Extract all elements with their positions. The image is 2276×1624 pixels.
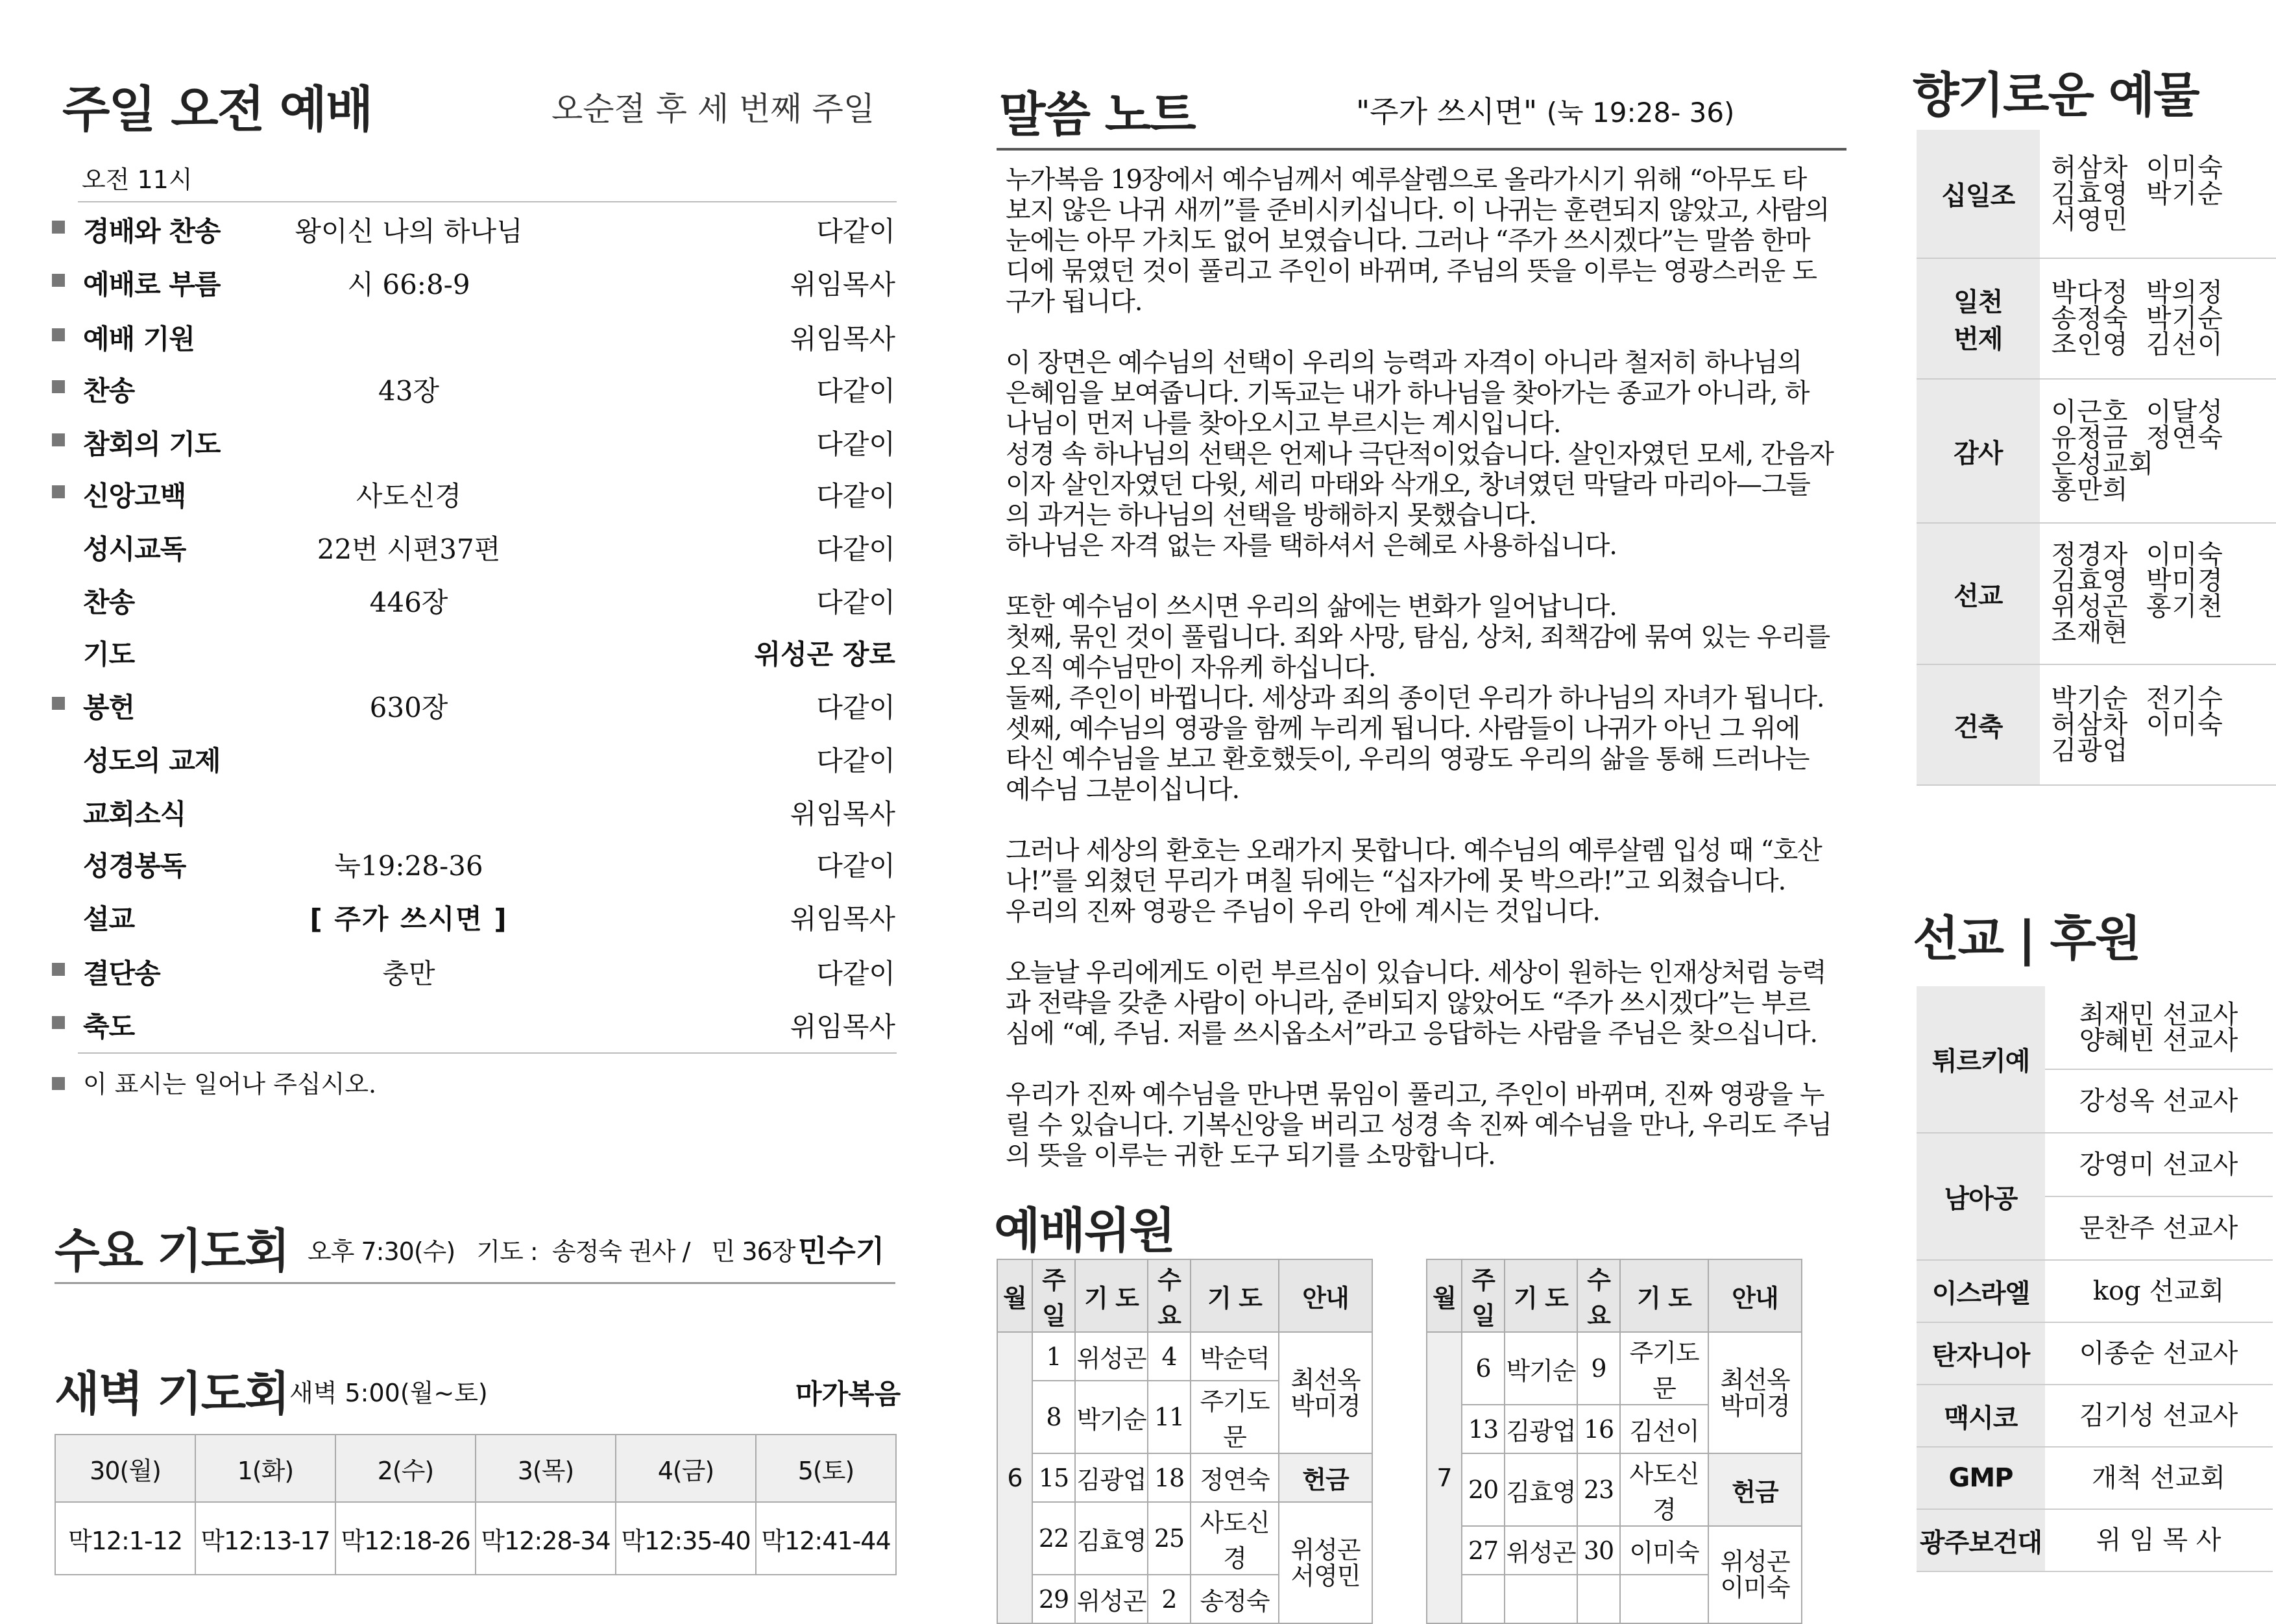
- roster-sunday-cell: [1462, 1575, 1505, 1623]
- standing-bullet-icon: [52, 433, 65, 446]
- roster-sunday-prayer-cell: 박기순: [1075, 1381, 1148, 1453]
- offering-name-line: 김효영 박미경: [2051, 566, 2223, 596]
- sermon-line: 하나님은 자격 없는 자를 택하셔서 은혜로 사용하십니다.: [1006, 531, 1617, 561]
- offering-name-line: 김효영 박기순: [2051, 178, 2223, 209]
- sermon-paragraph: [1006, 348, 1869, 561]
- roster-row: [1427, 1332, 1802, 1405]
- standing-bullet-icon: [52, 274, 65, 287]
- standing-bullet-icon: [52, 328, 65, 341]
- order-item: [52, 201, 895, 253]
- offering-name-line: 홍만희: [2051, 475, 2129, 505]
- sermon-line: 릴 수 있습니다. 기복신앙을 버리고 성경 속 진짜 예수님을 만나, 우리도 주님: [1006, 1110, 1832, 1140]
- sermon-line: 은혜임을 보여줍니다. 기독교는 내가 하나님을 찾아가는 종교가 아니라, 하: [1006, 378, 1810, 408]
- offering-names: [2040, 523, 2276, 664]
- order-item-leader: 다같이: [816, 480, 895, 512]
- offering-row: [1917, 130, 2276, 258]
- roster-guide-name: 최선옥: [1720, 1365, 1790, 1394]
- mission-name-line: kog 선교회: [2092, 1276, 2225, 1306]
- offering-names: [2040, 258, 2276, 379]
- offering-row: [1917, 258, 2276, 379]
- sermon-line: 심에 “예, 주님. 저를 쓰시옵소서”라고 응답하는 사람을 주님은 찾으십니다.: [1006, 1019, 1817, 1048]
- sermon-title: "주가 쓰시면": [1356, 94, 1538, 129]
- mission-country: 광주보건대: [1917, 1509, 2045, 1571]
- roster-row: [1427, 1526, 1802, 1575]
- sunday-service-time: 오전 11시: [82, 165, 193, 194]
- sermon-line: 예수님 그분이십니다.: [1006, 775, 1239, 805]
- offering-name-line: 조재현: [2051, 618, 2129, 648]
- order-item-name: 성도의 교제: [83, 745, 221, 777]
- mission-name-line: 양혜빈 선교사: [2079, 1025, 2238, 1056]
- order-item-detail: 충만: [382, 958, 435, 989]
- roster-wednesday-cell: 30: [1577, 1526, 1620, 1575]
- roster-sunday-prayer-cell: 박기순: [1505, 1332, 1577, 1405]
- roster-header-cell: 안내: [1708, 1259, 1802, 1332]
- roster-wednesday-prayer-cell: 주기도문: [1191, 1381, 1279, 1453]
- missions-title: 선교 | 후원: [1913, 911, 2140, 967]
- sermon-line: 구가 됩니다.: [1006, 287, 1143, 317]
- order-item-leader: 다같이: [816, 428, 895, 460]
- sermon-paragraph: [1006, 592, 1869, 805]
- order-item-leader: 다같이: [816, 850, 895, 882]
- dawn-reading-cell: 막12:18-26: [335, 1502, 476, 1575]
- divider: [54, 1282, 895, 1284]
- dawn-book: 마가복음: [795, 1378, 901, 1410]
- dawn-day-cell: 4(금): [616, 1435, 756, 1502]
- roster-wednesday-prayer-cell: 이미숙: [1620, 1526, 1708, 1575]
- mission-name-line: 문찬주 선교사: [2079, 1213, 2238, 1243]
- sermon-line: 보지 않은 나귀 새끼”를 준비시키십니다. 이 나귀는 훈련되지 않았고, 사람의: [1006, 195, 1830, 225]
- roster-sunday-cell: 8: [1032, 1381, 1075, 1453]
- dawn-title: 새벽 기도회: [54, 1366, 289, 1421]
- roster-guide-name: 박미경: [1290, 1391, 1361, 1420]
- dawn-day-cell: 5(토): [756, 1435, 896, 1502]
- mission-row: [1917, 1385, 2273, 1447]
- sermon-line: 오직 예수님만이 자유케 하십니다.: [1006, 653, 1376, 683]
- order-item-name: 예배로 부름: [83, 269, 221, 300]
- mission-names: [2045, 1260, 2273, 1322]
- offering-category-line: 십일조: [1941, 181, 2015, 211]
- roster-guide-name: 박미경: [1720, 1391, 1790, 1420]
- mission-row: [1917, 986, 2273, 1069]
- dawn-reading-cell: 막12:28-34: [476, 1502, 616, 1575]
- order-item-leader: 다같이: [816, 587, 895, 618]
- sermon-line: 우리가 진짜 예수님을 만나면 묶임이 풀리고, 주인이 바뀌며, 진짜 영광을 누: [1006, 1080, 1824, 1109]
- order-item-leader: 다같이: [816, 215, 895, 247]
- roster-offering-cell: 헌금: [1279, 1453, 1372, 1502]
- sermon-line: 의 뜻을 이루는 귀한 도구 되기를 소망합니다.: [1006, 1141, 1495, 1170]
- sermon-paragraph: [1006, 836, 1869, 927]
- missions-table: [1917, 986, 2273, 1572]
- dawn-day-cell: 3(목): [476, 1435, 616, 1502]
- standing-bullet-icon: [52, 380, 65, 393]
- mission-name-line: 강영미 선교사: [2079, 1150, 2238, 1180]
- standing-note: 이 표시는 일어나 주십시오.: [52, 1064, 376, 1100]
- offering-name-line: 김광업: [2051, 736, 2129, 766]
- order-item-leader: 다같이: [816, 375, 895, 407]
- order-item: [52, 731, 895, 782]
- standing-bullet-icon: [52, 221, 65, 234]
- roster-wednesday-prayer-cell: [1620, 1575, 1708, 1623]
- order-item-name: 경배와 찬송: [83, 215, 221, 247]
- mission-name-line: 김기성 선교사: [2079, 1401, 2238, 1431]
- sermon-line: 둘째, 주인이 바뀝니다. 세상과 죄의 종이던 우리가 하나님의 자녀가 됩니다.: [1006, 683, 1824, 713]
- divider: [78, 1052, 897, 1054]
- sermon-line: 이자 살인자였던 다윗, 세리 마태와 삭개오, 창녀였던 막달라 마리아—그들: [1006, 470, 1810, 500]
- wednesday-title: 수요 기도회: [54, 1224, 289, 1278]
- order-item-name: 축도: [83, 1011, 135, 1043]
- roster-table-july: [1426, 1259, 1802, 1624]
- roster-sunday-cell: 27: [1462, 1526, 1505, 1575]
- roster-month-cell: 7: [1427, 1332, 1462, 1623]
- roster-wednesday-prayer-cell: 정연숙: [1191, 1453, 1279, 1502]
- mission-names: [2045, 1133, 2273, 1196]
- roster-wednesday-cell: 18: [1148, 1453, 1191, 1502]
- order-item-leader: 위임목사: [790, 798, 895, 830]
- order-item: [52, 997, 895, 1048]
- roster-header-cell: 주일: [1462, 1259, 1505, 1332]
- order-item-leader: 다같이: [816, 692, 895, 723]
- order-item: [52, 572, 895, 624]
- roster-month-cell: 6: [997, 1332, 1032, 1623]
- roster-guide-name: 최선옥: [1290, 1365, 1361, 1394]
- roster-guide-cell: [1708, 1332, 1802, 1453]
- roster-header-cell: 월: [997, 1259, 1032, 1332]
- mission-names: [2045, 1385, 2273, 1447]
- order-item: [52, 466, 895, 518]
- mission-country: 탄자니아: [1917, 1322, 2045, 1385]
- roster-sunday-cell: 1: [1032, 1332, 1075, 1381]
- order-item: [52, 254, 895, 306]
- standing-bullet-icon: [52, 485, 65, 498]
- roster-header-cell: 수요: [1577, 1259, 1620, 1332]
- sermon-paragraph: [1006, 958, 1869, 1049]
- roster-wednesday-prayer-cell: 박순덕: [1191, 1332, 1279, 1381]
- roster-row: [997, 1332, 1372, 1381]
- offering-category-line: 번제: [1954, 324, 2003, 354]
- order-item-detail: 왕이신 나의 하나님: [295, 215, 523, 247]
- sermon-line: 또한 예수님이 쓰시면 우리의 삶에는 변화가 일어납니다.: [1006, 592, 1617, 622]
- dawn-day-cell: 30(월): [55, 1435, 195, 1502]
- order-item-name: 설교: [83, 903, 135, 935]
- dawn-day-cell: 1(화): [195, 1435, 335, 1502]
- mission-country: 맥시코: [1917, 1385, 2045, 1447]
- sermon-line: 우리의 진짜 영광은 주님이 우리 안에 계시는 것입니다.: [1006, 897, 1600, 927]
- sermon-line: 나!”를 외쳤던 무리가 며칠 뒤에는 “십자가에 못 박으라!”고 외쳤습니다.: [1006, 866, 1786, 896]
- roster-wednesday-prayer-cell: 사도신경: [1620, 1453, 1708, 1526]
- roster-guide-name: 서영민: [1290, 1561, 1361, 1590]
- standing-bullet-icon: [52, 1016, 65, 1029]
- roster-offering-cell: 헌금: [1708, 1453, 1802, 1526]
- roster-wednesday-cell: 11: [1148, 1381, 1191, 1453]
- offering-name-line: 서영민: [2051, 204, 2129, 235]
- roster-header-cell: 수요: [1148, 1259, 1191, 1332]
- order-item-name: 교회소식: [83, 798, 186, 830]
- mission-country: 이스라엘: [1917, 1260, 2045, 1322]
- mission-country: GMP: [1917, 1447, 2045, 1509]
- roster-sunday-prayer-cell: 김광업: [1075, 1453, 1148, 1502]
- order-item: [52, 519, 895, 571]
- roster-sunday-cell: 20: [1462, 1453, 1505, 1526]
- offering-category: [1917, 130, 2040, 258]
- sermon-note-body: [1006, 165, 1869, 1202]
- dawn-info: 새벽 5:00(월~토): [289, 1379, 488, 1407]
- order-item: [52, 624, 895, 676]
- offering-name-line: 이근호 이달성: [2051, 397, 2223, 427]
- sermon-note-title: 말씀 노트: [999, 87, 1195, 143]
- order-item-detail: 22번 시편37편: [317, 533, 501, 565]
- mission-names: [2045, 1447, 2273, 1509]
- order-item-leader: 위성곤 장로: [754, 638, 895, 670]
- roster-sunday-cell: 13: [1462, 1405, 1505, 1453]
- mission-name-line: 이종순 선교사: [2079, 1339, 2238, 1368]
- roster-wednesday-prayer-cell: 송정숙: [1191, 1575, 1279, 1623]
- order-item: [52, 784, 895, 836]
- offering-names: [2040, 130, 2276, 258]
- sermon-line: 첫째, 묶인 것이 풀립니다. 죄와 사망, 탐심, 상처, 죄책감에 묶여 있는 우리를: [1006, 622, 1830, 652]
- roster-table-june: [997, 1259, 1373, 1624]
- roster-header-row: [1427, 1259, 1802, 1332]
- offering-name-line: 유정금 정연숙: [2051, 423, 2223, 453]
- sermon-line: 과 전략을 갖춘 사람이 아니라, 준비되지 않았어도 “주가 쓰시겠다”는 부르: [1006, 988, 1810, 1018]
- offering-category: [1917, 258, 2040, 379]
- roster-title: 예배위원: [994, 1203, 1174, 1259]
- offering-name-line: 허삼차 이미숙: [2051, 710, 2223, 740]
- order-item-detail: 눅19:28-36: [334, 850, 483, 882]
- roster-header-cell: 월: [1427, 1259, 1462, 1332]
- roster-wednesday-prayer-cell: 김선이: [1620, 1405, 1708, 1453]
- order-item-name: 결단송: [83, 958, 160, 989]
- sunday-service-subtitle: 오순절 후 세 번째 주일: [551, 90, 875, 128]
- mission-country: 남아공: [1917, 1133, 2045, 1260]
- offering-category: [1917, 523, 2040, 664]
- wednesday-info: 오후 7:30(수) 기도 : 송정숙 권사 / 민 36장: [308, 1237, 795, 1266]
- roster-wednesday-prayer-cell: 사도신경: [1191, 1502, 1279, 1575]
- roster-wednesday-cell: 2: [1148, 1575, 1191, 1623]
- offering-row: [1917, 523, 2276, 664]
- offering-row: [1917, 379, 2276, 523]
- mission-names: [2045, 1069, 2273, 1133]
- dawn-reading-cell: 막12:13-17: [195, 1502, 335, 1575]
- roster-header-cell: 기 도: [1505, 1259, 1577, 1332]
- order-item-leader: 다같이: [816, 533, 895, 565]
- offering-name-line: 허삼차 이미숙: [2051, 152, 2223, 183]
- roster-guide-cell: [1279, 1332, 1372, 1453]
- mission-names: [2045, 1509, 2273, 1571]
- order-item: [52, 943, 895, 995]
- mission-name-line: 개척 선교회: [2092, 1463, 2225, 1493]
- sermon-line: 누가복음 19장에서 예수님께서 예루살렘으로 올라가시기 위해 “아무도 타: [1006, 165, 1807, 195]
- offering-name-line: 조인영 김선이: [2051, 330, 2223, 359]
- dawn-reading-cell: 막12:35-40: [616, 1502, 756, 1575]
- sermon-verse: (눅 19:28- 36): [1546, 97, 1735, 128]
- roster-sunday-prayer-cell: 김광업: [1505, 1405, 1577, 1453]
- order-item-detail: [ 주가 쓰시면 ]: [309, 903, 508, 935]
- dawn-reading-cell: 막12:1-12: [55, 1502, 195, 1575]
- offering-name-line: 송정숙 박기순: [2051, 304, 2223, 333]
- sermon-line: 셋째, 예수님의 영광을 함께 누리게 됩니다. 사람들이 나귀가 아닌 그 위에: [1006, 714, 1800, 744]
- sermon-reference: [1356, 88, 1734, 131]
- roster-row: [997, 1502, 1372, 1575]
- offering-row: [1917, 664, 2276, 785]
- order-item-name: 예배 기원: [83, 323, 195, 355]
- sermon-paragraph: [1006, 1080, 1869, 1171]
- offering-name-line: 은성교회: [2051, 449, 2155, 479]
- sermon-line: 그러나 세상의 환호는 오래가지 못합니다. 예수님의 예루살렘 입성 때 “호산: [1006, 836, 1822, 866]
- offering-category: [1917, 379, 2040, 523]
- offering-category-line: 건축: [1954, 712, 2003, 742]
- order-item: [52, 309, 895, 361]
- mission-row: [1917, 1322, 2273, 1385]
- offering-name-line: 위성곤 홍기천: [2051, 592, 2223, 622]
- offering-category-line: 일천: [1954, 287, 2003, 317]
- offerings-title: 향기로운 예물: [1913, 67, 2199, 123]
- mission-names: [2045, 1322, 2273, 1385]
- offering-name-line: 정경자 이미숙: [2051, 540, 2223, 570]
- roster-guide-name: 위성곤: [1290, 1535, 1361, 1564]
- roster-sunday-prayer-cell: 위성곤: [1505, 1526, 1577, 1575]
- mission-country: 튀르키예: [1917, 986, 2045, 1133]
- sermon-line: 오늘날 우리에게도 이런 부르심이 있습니다. 세상이 원하는 인재상처럼 능력: [1006, 958, 1826, 988]
- sermon-paragraph: [1006, 165, 1869, 317]
- order-item-detail: 시 66:8-9: [347, 269, 470, 300]
- order-item: [52, 677, 895, 729]
- sermon-line: 나님이 먼저 나를 찾아오시고 부르시는 계시입니다.: [1006, 409, 1561, 439]
- order-item-name: 신앙고백: [83, 480, 186, 512]
- mission-names: [2045, 986, 2273, 1069]
- roster-sunday-cell: 15: [1032, 1453, 1075, 1502]
- roster-wednesday-cell: 4: [1148, 1332, 1191, 1381]
- dawn-day-cell: 2(수): [335, 1435, 476, 1502]
- roster-header-row: [997, 1259, 1372, 1332]
- roster-wednesday-cell: [1577, 1575, 1620, 1623]
- roster-sunday-cell: 6: [1462, 1332, 1505, 1405]
- roster-wednesday-prayer-cell: 주기도문: [1620, 1332, 1708, 1405]
- dawn-reading-cell: 막12:41-44: [756, 1502, 896, 1575]
- order-item-name: 기도: [83, 638, 135, 670]
- offering-name-line: 박기순 전기수: [2051, 684, 2223, 714]
- offering-names: [2040, 664, 2276, 785]
- roster-guide-name: 이미숙: [1720, 1573, 1790, 1602]
- mission-row: [1917, 1260, 2273, 1322]
- roster-wednesday-cell: 16: [1577, 1405, 1620, 1453]
- roster-wednesday-cell: 25: [1148, 1502, 1191, 1575]
- roster-sunday-prayer-cell: 위성곤: [1075, 1575, 1148, 1623]
- order-item-detail: 사도신경: [356, 480, 462, 512]
- offering-category-line: 선교: [1954, 581, 2003, 611]
- roster-sunday-prayer-cell: [1505, 1575, 1577, 1623]
- sermon-line: 성경 속 하나님의 선택은 언제나 극단적이었습니다. 살인자였던 모세, 간음자: [1006, 439, 1834, 469]
- order-item-leader: 위임목사: [790, 1011, 895, 1043]
- order-item-leader: 다같이: [816, 958, 895, 989]
- divider: [997, 148, 1846, 151]
- order-item-leader: 위임목사: [790, 903, 895, 935]
- mission-name-line: 위 임 목 사: [2096, 1525, 2222, 1555]
- order-item-name: 성시교독: [83, 533, 186, 565]
- mission-row: [1917, 1133, 2273, 1196]
- mission-name-line: 최재민 선교사: [2079, 999, 2238, 1030]
- roster-sunday-prayer-cell: 위성곤: [1075, 1332, 1148, 1381]
- order-item: [52, 836, 895, 888]
- order-item-leader: 다같이: [816, 745, 895, 777]
- order-item-leader: 위임목사: [790, 269, 895, 300]
- roster-guide-cell: [1279, 1502, 1372, 1623]
- standing-bullet-icon: [52, 1077, 65, 1090]
- order-item: [52, 414, 895, 466]
- roster-sunday-prayer-cell: 김효영: [1505, 1453, 1577, 1526]
- wednesday-book: 민수기: [798, 1233, 885, 1268]
- order-item-name: 찬송: [83, 375, 135, 407]
- standing-bullet-icon: [52, 697, 65, 710]
- offering-name-line: 박다정 박의정: [2051, 278, 2223, 308]
- offering-names: [2040, 379, 2276, 523]
- order-item-detail: 630장: [369, 692, 448, 723]
- offering-category-line: 감사: [1954, 438, 2003, 468]
- sunday-service-title: 주일 오전 예배: [62, 80, 372, 138]
- mission-row: [1917, 1509, 2273, 1571]
- order-item-name: 찬송: [83, 587, 135, 618]
- sermon-line: 의 과거는 하나님의 선택을 방해하지 못했습니다.: [1006, 500, 1536, 530]
- sermon-line: 눈에는 아무 가치도 없어 보였습니다. 그러나 “주가 쓰시겠다”는 말씀 한마: [1006, 226, 1810, 256]
- mission-row: [1917, 1447, 2273, 1509]
- roster-header-cell: 주일: [1032, 1259, 1075, 1332]
- roster-wednesday-cell: 9: [1577, 1332, 1620, 1405]
- roster-row: [997, 1453, 1372, 1502]
- sermon-line: 타신 예수님을 보고 환호했듯이, 우리의 영광도 우리의 삶을 통해 드러나는: [1006, 744, 1810, 774]
- roster-sunday-cell: 22: [1032, 1502, 1075, 1575]
- offering-category: [1917, 664, 2040, 785]
- roster-guide-name: 위성곤: [1720, 1547, 1790, 1576]
- sermon-line: 이 장면은 예수님의 선택이 우리의 능력과 자격이 아니라 철저히 하나님의: [1006, 348, 1802, 378]
- roster-header-cell: 안내: [1279, 1259, 1372, 1332]
- order-item-name: 참회의 기도: [83, 428, 221, 460]
- order-item-name: 봉헌: [83, 692, 135, 723]
- sermon-line: 디에 묶였던 것이 풀리고 주인이 바뀌며, 주님의 뜻을 이루는 영광스러운 도: [1006, 256, 1817, 286]
- dawn-reading-table: [54, 1434, 897, 1575]
- roster-row: [1427, 1453, 1802, 1526]
- order-item-name: 성경봉독: [83, 850, 186, 882]
- roster-header-cell: 기 도: [1191, 1259, 1279, 1332]
- roster-sunday-prayer-cell: 김효영: [1075, 1502, 1148, 1575]
- order-item-detail: 43장: [378, 375, 439, 407]
- mission-name-line: 강성옥 선교사: [2079, 1086, 2238, 1116]
- order-item-leader: 위임목사: [790, 323, 895, 355]
- roster-wednesday-cell: 23: [1577, 1453, 1620, 1526]
- standing-bullet-icon: [52, 963, 65, 976]
- mission-names: [2045, 1196, 2273, 1260]
- roster-header-cell: 기 도: [1075, 1259, 1148, 1332]
- roster-sunday-cell: 29: [1032, 1575, 1075, 1623]
- order-item-detail: 446장: [369, 587, 448, 618]
- offerings-table: [1917, 130, 2276, 786]
- roster-header-cell: 기 도: [1620, 1259, 1708, 1332]
- order-item: [52, 889, 895, 941]
- order-item: [52, 361, 895, 413]
